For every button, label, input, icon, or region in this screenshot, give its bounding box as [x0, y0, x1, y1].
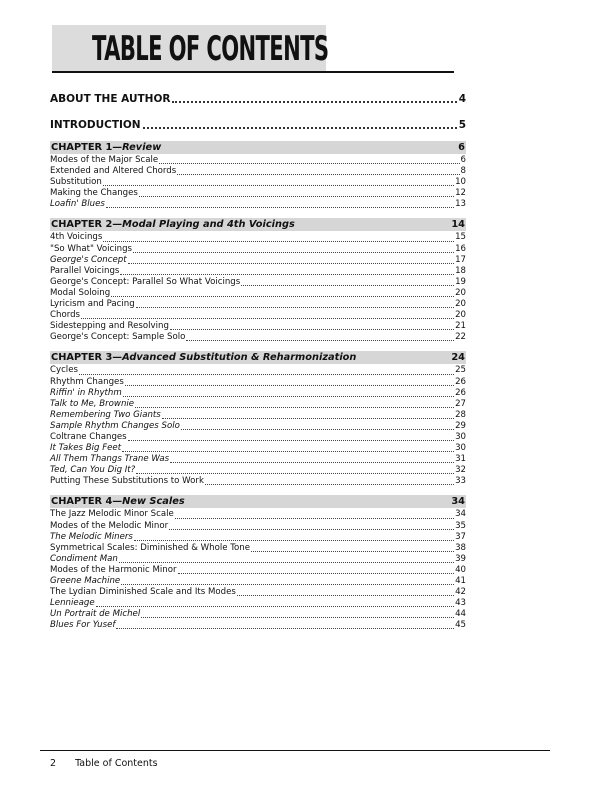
toc-entry[interactable] [50, 532, 466, 543]
footer-page-number: 2 [50, 758, 57, 769]
toc-entry-label: George's Concept: Sample Solo [50, 332, 186, 343]
toc-entry-label: Rhythm Changes [50, 376, 124, 387]
toc-entry-page: 31 [455, 454, 466, 465]
dot-leader [134, 534, 454, 541]
dot-leader [135, 401, 454, 408]
dot-leader [111, 290, 454, 297]
toc-entry-label: Modal Soloing [50, 287, 111, 298]
dot-leader [141, 611, 454, 618]
toc-entry[interactable] [50, 565, 466, 576]
chapter-heading[interactable] [50, 141, 466, 154]
toc-entry[interactable] [50, 399, 466, 410]
dot-leader [106, 201, 454, 208]
dot-leader [122, 445, 454, 452]
dot-leader [162, 412, 454, 419]
dot-leader [178, 567, 455, 574]
toc-entry[interactable] [50, 521, 466, 532]
toc-entry-page: 30 [455, 431, 466, 442]
toc-entry[interactable] [50, 166, 466, 177]
toc-entry-page: 33 [455, 476, 466, 487]
toc-entry[interactable] [50, 188, 466, 199]
dot-leader [159, 157, 459, 164]
dot-leader [96, 600, 454, 607]
toc-entry-label: The Melodic Miners [50, 531, 133, 542]
toc-entry-page: 20 [455, 299, 466, 310]
dot-leader [251, 545, 454, 552]
chapter-page: 24 [451, 352, 465, 364]
dot-leader [143, 121, 457, 129]
toc-entry[interactable] [50, 432, 466, 443]
dot-leader [119, 556, 454, 563]
toc-entry-page: 6 [460, 155, 466, 165]
chapter-title: Advanced Substitution & Reharmonization [122, 352, 357, 364]
toc-entry-label: Putting These Substitutions to Work [50, 476, 204, 487]
toc-entry[interactable] [50, 410, 466, 421]
toc-front-label: ABOUT THE AUTHOR [50, 93, 171, 105]
table-of-contents [50, 92, 466, 631]
chapter-heading-title [51, 351, 356, 364]
toc-entry-label: Lennieage [50, 598, 95, 609]
toc-entry-label: Symmetrical Scales: Diminished & Whole Tone [50, 542, 251, 553]
toc-entry-label: George's Concept [50, 254, 127, 265]
toc-entry-page: 20 [455, 287, 466, 298]
toc-entry-page: 30 [455, 443, 466, 454]
toc-entry-page: 21 [455, 321, 466, 332]
dot-leader [170, 456, 454, 463]
toc-entry[interactable] [50, 155, 466, 166]
page-footer [50, 758, 158, 769]
toc-entry-label: Remembering Two Giants [50, 409, 161, 420]
dot-leader [123, 390, 454, 397]
toc-entry[interactable] [50, 177, 466, 188]
footer-section-title: Table of Contents [75, 758, 158, 769]
chapter-page: 6 [458, 142, 465, 153]
toc-entry[interactable] [50, 299, 466, 310]
chapter-title: Review [122, 142, 162, 153]
toc-entry[interactable] [50, 476, 466, 487]
toc-entry-label: Chords [50, 310, 81, 321]
toc-entry[interactable] [50, 609, 466, 620]
toc-entry[interactable] [50, 598, 466, 609]
dot-leader [170, 323, 454, 330]
toc-front-item-introduction[interactable] [50, 118, 466, 132]
toc-entry-label: All Them Thangs Trane Was [50, 454, 170, 465]
toc-entry-page: 20 [455, 310, 466, 321]
dot-leader [81, 312, 454, 319]
toc-entry-label: Loafin' Blues [50, 199, 105, 210]
chapter-prefix: CHAPTER 3— [51, 352, 123, 364]
toc-entry[interactable] [50, 443, 466, 454]
toc-entry-page: 16 [455, 243, 466, 254]
dot-leader [128, 434, 454, 441]
toc-entry-label: Un Portrait de Michel [50, 609, 141, 620]
toc-entry-label: The Lydian Diminished Scale and Its Modes [50, 587, 236, 598]
toc-entry-page: 40 [455, 564, 466, 575]
toc-entry-label: George's Concept: Parallel So What Voicings [50, 276, 241, 287]
toc-entry-label: Lyricism and Pacing [50, 299, 135, 310]
dot-leader [103, 235, 454, 242]
chapter-page: 34 [451, 496, 465, 508]
toc-entry[interactable] [50, 310, 466, 321]
toc-entry[interactable] [50, 620, 466, 631]
toc-entry-page: 39 [455, 553, 466, 564]
toc-entry-label: Riffin' in Rhythm [50, 387, 122, 398]
toc-entry-label: Greene Machine [50, 576, 121, 586]
toc-entry[interactable] [50, 244, 466, 255]
toc-entry[interactable] [50, 277, 466, 288]
dot-leader [120, 268, 454, 275]
toc-entry-label: Sample Rhythm Changes Solo [50, 420, 180, 431]
toc-entry[interactable] [50, 332, 466, 343]
toc-entry-page: 15 [455, 232, 466, 243]
toc-entry[interactable] [50, 421, 466, 432]
toc-entry-label: The Jazz Melodic Minor Scale [50, 509, 174, 520]
chapter-section [50, 141, 466, 210]
chapter-page: 14 [451, 219, 465, 231]
toc-entry-label: 4th Voicings [50, 232, 103, 243]
toc-entry-page: 43 [455, 598, 466, 609]
toc-entry-page: 29 [455, 420, 466, 431]
toc-entry-label: Condiment Man [50, 553, 118, 564]
toc-entry-page: 37 [455, 531, 466, 542]
toc-entry-page: 38 [455, 542, 466, 553]
chapter-heading[interactable] [50, 218, 466, 231]
dot-leader [175, 512, 454, 519]
toc-entry-page: 25 [455, 365, 466, 376]
toc-entry-page: 18 [455, 265, 466, 276]
toc-entry-label: Modes of the Harmonic Minor [50, 564, 177, 575]
chapter-prefix: CHAPTER 4— [51, 496, 123, 508]
chapter-title: Modal Playing and 4th Voicings [122, 219, 295, 231]
dot-leader [181, 423, 454, 430]
toc-entry-page: 19 [455, 276, 466, 287]
toc-entry-label: Parallel Voicings [50, 265, 120, 276]
chapter-heading[interactable] [50, 351, 466, 364]
toc-entry-page: 41 [455, 576, 466, 586]
dot-leader [103, 179, 454, 186]
dot-leader [172, 95, 456, 103]
toc-entry[interactable] [50, 266, 466, 277]
toc-entry-page: 44 [455, 609, 466, 620]
toc-entry[interactable] [50, 454, 466, 465]
toc-entry[interactable] [50, 509, 466, 520]
chapter-title: New Scales [122, 496, 185, 508]
footer-rule [40, 750, 550, 751]
toc-entry-page: 35 [455, 520, 466, 531]
toc-entry-label: Sidestepping and Resolving [50, 321, 169, 332]
toc-entry-label: Extended and Altered Chords [50, 166, 177, 177]
toc-front-item-about[interactable] [50, 92, 466, 106]
toc-entry[interactable] [50, 377, 466, 388]
chapter-heading-title [51, 218, 295, 231]
chapter-section [50, 495, 466, 631]
toc-entry[interactable] [50, 232, 466, 243]
toc-entry-label: Substitution [50, 177, 102, 188]
dot-leader [121, 578, 454, 585]
toc-entry-page: 32 [455, 465, 466, 476]
dot-leader [237, 589, 454, 596]
toc-entry-page: 10 [455, 177, 466, 188]
chapter-prefix: CHAPTER 2— [51, 219, 123, 231]
toc-entry-label: Ted, Can You Dig It? [50, 465, 136, 476]
toc-entry-label: Cycles [50, 365, 78, 376]
toc-entry-page: 17 [455, 254, 466, 265]
dot-leader [241, 279, 454, 286]
chapter-prefix: CHAPTER 1— [51, 142, 123, 153]
toc-front-label: INTRODUCTION [50, 119, 141, 131]
dot-leader [133, 246, 454, 253]
toc-entry-page: 26 [455, 376, 466, 387]
toc-entry[interactable] [50, 543, 466, 554]
toc-entry-page: 22 [455, 332, 466, 343]
chapter-section [50, 218, 466, 343]
page-title: TABLE OF CONTENTS [92, 29, 329, 69]
toc-entry-label: It Takes Big Feet [50, 443, 122, 454]
toc-entry-page: 13 [455, 199, 466, 210]
toc-entry-label: Talk to Me, Brownie [50, 398, 135, 409]
chapter-heading[interactable] [50, 495, 466, 508]
toc-entry-label: Coltrane Changes [50, 431, 127, 442]
toc-entry-page: 12 [455, 188, 466, 199]
dot-leader [177, 168, 459, 175]
dot-leader [169, 523, 454, 530]
toc-entry[interactable] [50, 321, 466, 332]
toc-entry[interactable] [50, 465, 466, 476]
toc-front-page: 4 [458, 93, 466, 105]
toc-entry-label: "So What" Voicings [50, 243, 133, 254]
chapter-heading-title [51, 495, 185, 508]
toc-entry-label: Modes of the Melodic Minor [50, 520, 169, 531]
toc-entry-page: 27 [455, 398, 466, 409]
chapter-heading-title [51, 141, 161, 154]
toc-entry[interactable] [50, 388, 466, 399]
chapter-list [50, 141, 466, 631]
dot-leader [128, 257, 454, 264]
toc-entry[interactable] [50, 255, 466, 266]
dot-leader [116, 622, 454, 629]
toc-entry[interactable] [50, 576, 466, 587]
dot-leader [186, 334, 454, 341]
toc-front-page: 5 [458, 119, 466, 131]
toc-entry[interactable] [50, 587, 466, 598]
toc-entry-page: 42 [455, 587, 466, 598]
toc-entry[interactable] [50, 288, 466, 299]
toc-entry-label: Blues For Yusef [50, 620, 116, 631]
toc-entry-page: 26 [455, 387, 466, 398]
toc-entry[interactable] [50, 365, 466, 376]
toc-entry-page: 34 [455, 509, 466, 520]
toc-entry[interactable] [50, 199, 466, 210]
chapter-section [50, 351, 466, 487]
dot-leader [205, 478, 454, 485]
dot-leader [125, 379, 454, 386]
toc-entry[interactable] [50, 554, 466, 565]
dot-leader [136, 467, 454, 474]
title-rule [52, 71, 454, 73]
toc-entry-page: 28 [455, 409, 466, 420]
toc-entry-page: 45 [455, 620, 466, 631]
toc-entry-label: Modes of the Major Scale [50, 155, 159, 165]
dot-leader [79, 368, 454, 375]
dot-leader [139, 190, 454, 197]
dot-leader [136, 301, 454, 308]
toc-entry-page: 8 [460, 166, 466, 177]
toc-entry-label: Making the Changes [50, 188, 138, 199]
